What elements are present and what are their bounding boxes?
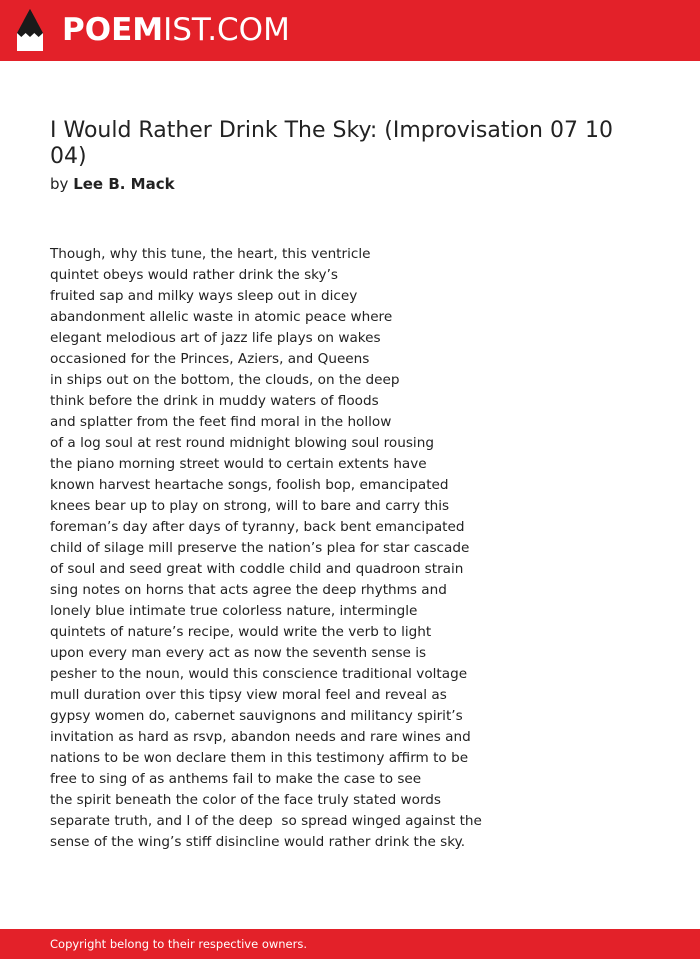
poem-line: gypsy women do, cabernet sauvignons and militancy spirit’s (50, 708, 463, 724)
poem-line: invitation as hard as rsvp, abandon needs and rare wines and (50, 729, 471, 745)
poem-line: foreman’s day after days of tyranny, back bent emancipated (50, 519, 465, 535)
poem-line: the spirit beneath the color of the face truly stated words (50, 792, 442, 808)
poem-line: of soul and seed great with coddle child and quadroon strain (50, 561, 464, 577)
poem-line: free to sing of as anthems fail to make the case to see (50, 771, 422, 787)
poem-line: abandonment allelic waste in atomic peace where (50, 309, 393, 325)
byline (50, 174, 175, 194)
poem-line: nations to be won declare them in this testimony affirm to be (50, 750, 469, 766)
poem-line: of a log soul at rest round midnight blowing soul rousing (50, 435, 434, 451)
logo-bold-text: POEM (62, 12, 164, 48)
poem-line: elegant melodious art of jazz life plays on wakes (50, 330, 381, 346)
poem-line: child of silage mill preserve the nation’s plea for star cascade (50, 540, 470, 556)
poem-line: upon every man every act as now the seventh sense is (50, 645, 427, 661)
poem-line: Though, why this tune, the heart, this ventricle (50, 246, 371, 262)
poem-line: pesher to the noun, would this conscience traditional voltage (50, 666, 468, 682)
site-footer (0, 929, 700, 959)
poem-line: quintets of nature’s recipe, would write the verb to light (50, 624, 432, 640)
poem-line: quintet obeys would rather drink the sky’s (50, 267, 339, 283)
poem-line: mull duration over this tipsy view moral feel and reveal as (50, 687, 447, 703)
poem-line: in ships out on the bottom, the clouds, on the deep (50, 372, 400, 388)
by-label: by (50, 175, 69, 193)
poem-line: think before the drink in muddy waters of floods (50, 393, 379, 409)
author-name: Lee B. Mack (73, 175, 175, 193)
poem-body (50, 244, 650, 853)
site-header (0, 0, 700, 61)
logo-light-text: IST.COM (163, 12, 290, 48)
poem-line: sense of the wing’s stiff disincline would rather drink the sky. (50, 834, 466, 850)
poem-line: sing notes on horns that acts agree the deep rhythms and (50, 582, 447, 598)
poem-line: separate truth, and I of the deep so spread winged against the (50, 813, 482, 829)
pencil-icon (17, 9, 43, 51)
poem-line: fruited sap and milky ways sleep out in dicey (50, 288, 358, 304)
poem-line: and splatter from the feet find moral in the hollow (50, 414, 392, 430)
poem-line: occasioned for the Princes, Aziers, and Queens (50, 351, 370, 367)
poem-title: I Would Rather Drink The Sky: (Improvisation 07 10 04) (50, 118, 613, 169)
poem-line: the piano morning street would to certain extents have (50, 456, 427, 472)
poem-line: lonely blue intimate true colorless nature, intermingle (50, 603, 418, 619)
poem-line: known harvest heartache songs, foolish bop, emancipated (50, 477, 449, 493)
copyright-text: Copyright belong to their respective owners. (50, 937, 308, 951)
site-logo[interactable] (62, 12, 290, 48)
poem-line: knees bear up to play on strong, will to bare and carry this (50, 498, 450, 514)
